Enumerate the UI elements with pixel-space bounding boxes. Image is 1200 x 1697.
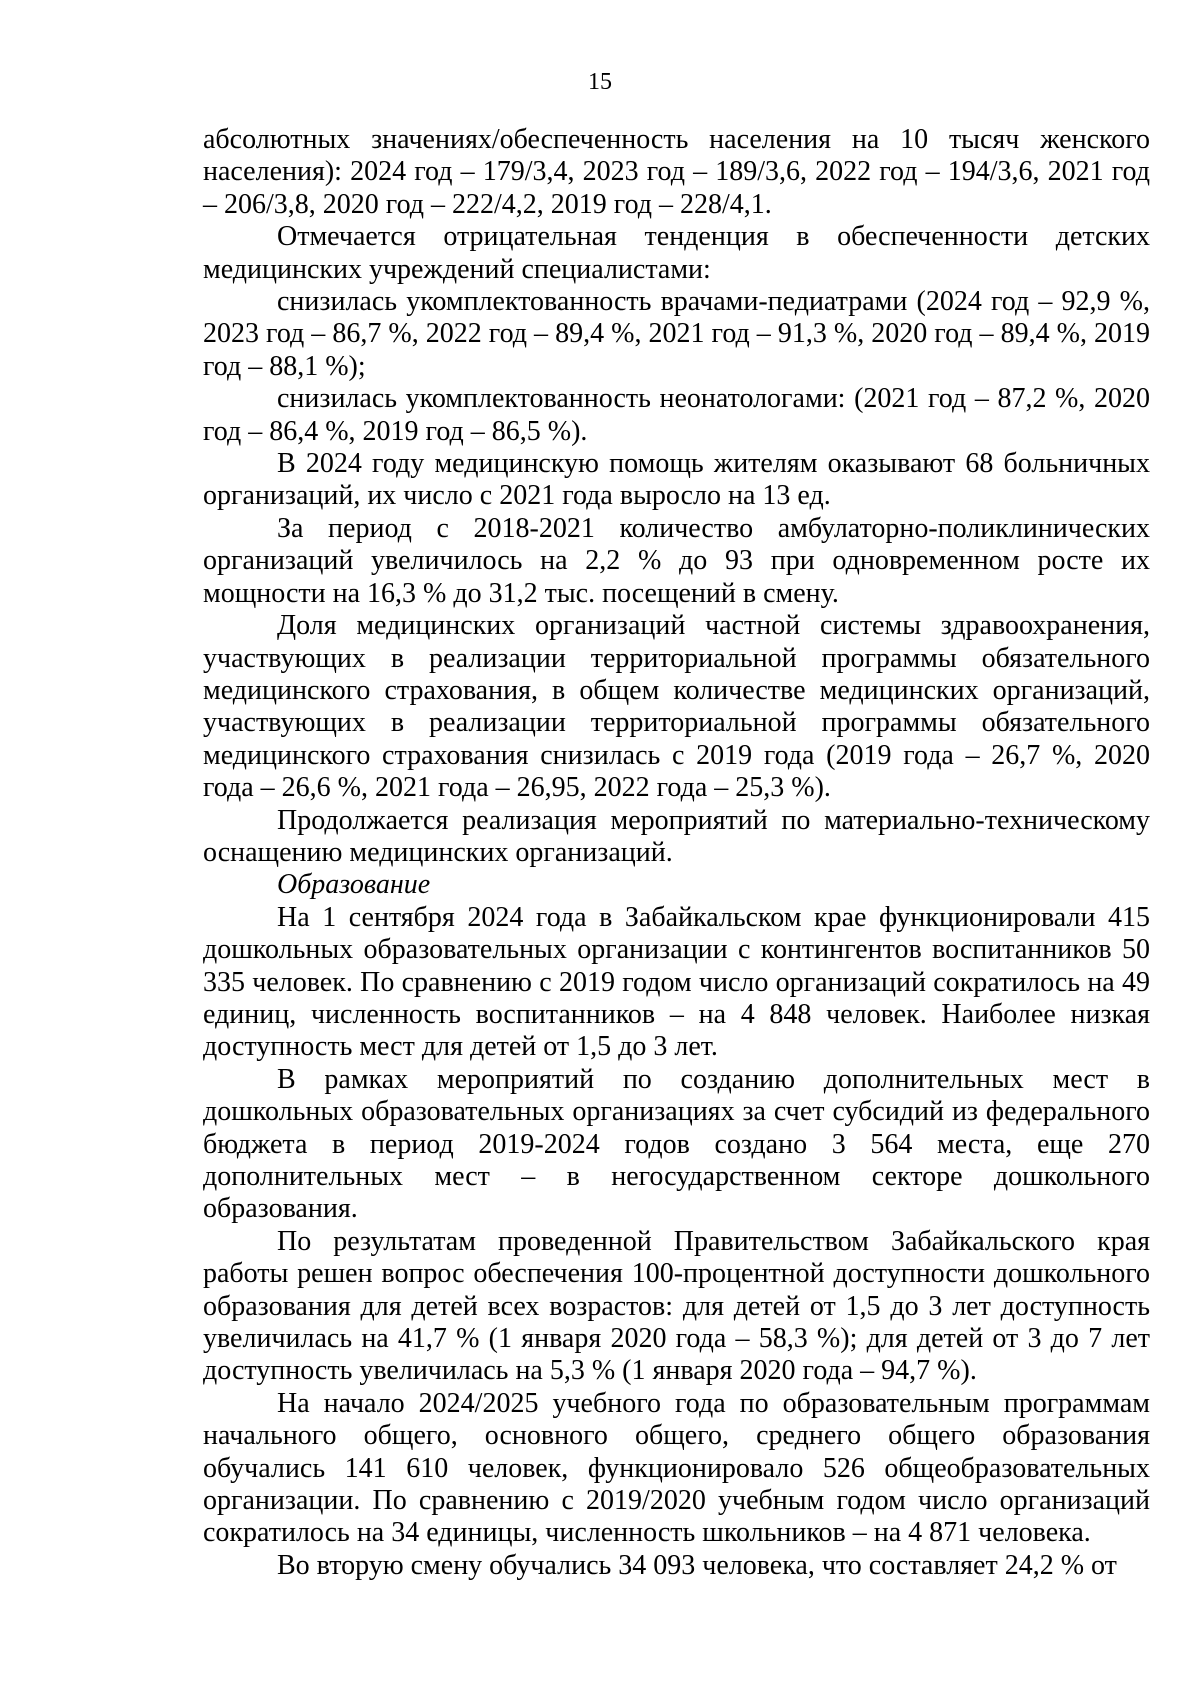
paragraph-pediatricians: снизилась укомплектованность врачами-педиатрами (2024 год – 92,9 %, 2023 год – 86,7 %, 2022 год – 89,4 %, 2021 год – 91,3 %, 2020 год – 89,4 %, 2019 год – 88,1 %); <box>203 286 1150 382</box>
paragraph-preschool-organizations: На 1 сентября 2024 года в Забайкальском крае функционировали 415 дошкольных образовательных организации с контингентов воспитанников 50 335 человек. По сравнению с 2019 годом число организаций сократилось на 49 единиц, численность воспитанников – на 4 848 человек. Наиболее низкая доступность мест для детей от 1,5 до 3 лет. <box>203 901 1150 1063</box>
paragraph-second-shift: Во вторую смену обучались 34 093 человека, что составляет 24,2 % от <box>277 1549 1117 1581</box>
paragraph-equipment-program: Продолжается реализация мероприятий по материально-техническому оснащению медицинских организаций. <box>203 804 1150 868</box>
paragraph-continued-statistics: абсолютных значениях/обеспеченность населения на 10 тысяч женского населения): 2024 год – 179/3,4, 2023 год – 189/3,6, 2022 год – 194/3,6, 2021 год – 206/3,8, 2020 год – 222/4,2, 2019 год – 228/4,1. <box>203 124 1150 220</box>
page-number: 15 <box>588 69 612 95</box>
paragraph-preschool-accessibility: По результатам проведенной Правительством Забайкальского края работы решен вопрос обеспечения 100-процентной доступности дошкольного образования для детей всех возрастов: для детей от 1,5 до 3 лет доступность увеличилась на 41,7 % (1 января 2020 года – 58,3 %); для детей от 3 до 7 лет доступность увеличилась на 5,3 % (1 января 2020 года – 94,7 %). <box>203 1225 1150 1387</box>
paragraph-negative-trend: Отмечается отрицательная тенденция в обеспеченности детских медицинских учреждений специалистами: <box>203 221 1150 285</box>
paragraph-hospital-organizations: В 2024 году медицинскую помощь жителям оказывают 68 больничных организаций, их число с 2021 года выросло на 13 ед. <box>203 448 1150 512</box>
section-heading-education: Образование <box>277 869 431 901</box>
paragraph-neonatologists: снизилась укомплектованность неонатологами: (2021 год – 87,2 %, 2020 год – 86,4 %, 2019 год – 86,5 %). <box>203 383 1150 447</box>
paragraph-general-education: На начало 2024/2025 учебного года по образовательным программам начального общего, основного общего, среднего общего образования обучались 141 610 человек, функционировало 526 общеобразовательных организации. По сравнению с 2019/2020 учебным годом число организаций сократилось на 34 единицы, численность школьников – на 4 871 человека. <box>203 1387 1150 1549</box>
paragraph-additional-places: В рамках мероприятий по созданию дополнительных мест в дошкольных образовательных организациях за счет субсидий из федерального бюджета в период 2019-2024 годов создано 3 564 места, еще 270 дополнительных мест – в негосударственном секторе дошкольного образования. <box>203 1063 1150 1225</box>
document-body <box>203 124 1150 1582</box>
paragraph-private-healthcare-share: Доля медицинских организаций частной системы здравоохранения, участвующих в реализации территориальной программы обязательного медицинского страхования, в общем количестве медицинских организаций, участвующих в реализации территориальной программы обязательного медицинского страхования снизилась с 2019 года (2019 года – 26,7 %, 2020 года – 26,6 %, 2021 года – 26,95, 2022 года – 25,3 %). <box>203 610 1150 804</box>
paragraph-outpatient-organizations: За период с 2018-2021 количество амбулаторно-поликлинических организаций увеличилось на 2,2 % до 93 при одновременном росте их мощности на 16,3 % до 31,2 тыс. посещений в смену. <box>203 512 1150 609</box>
